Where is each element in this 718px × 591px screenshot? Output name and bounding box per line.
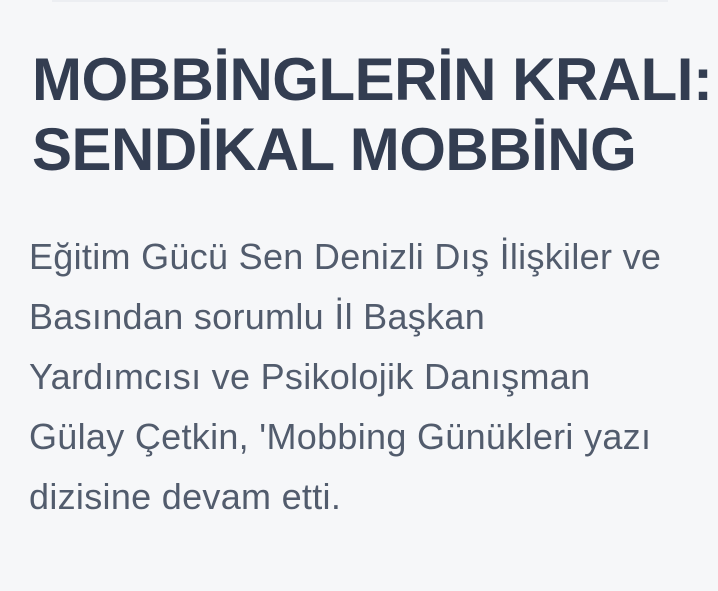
article-headline xyxy=(32,45,713,185)
article-summary xyxy=(29,227,699,527)
summary-line-1: Eğitim Gücü Sen Denizli Dış İlişkiler ve xyxy=(29,236,662,277)
headline-line-1: MOBBİNGLERİN KRALI: xyxy=(32,46,713,113)
summary-line-4: Gülay Çetkin, 'Mobbing Günükleri yazı xyxy=(29,416,652,457)
summary-line-2: Basından sorumlu İl Başkan xyxy=(29,296,486,337)
headline-line-2: SENDİKAL MOBBİNG xyxy=(32,116,637,183)
top-edge-divider xyxy=(52,0,668,2)
summary-line-5: dizisine devam etti. xyxy=(29,476,342,517)
summary-line-3: Yardımcısı ve Psikolojik Danışman xyxy=(29,356,591,397)
